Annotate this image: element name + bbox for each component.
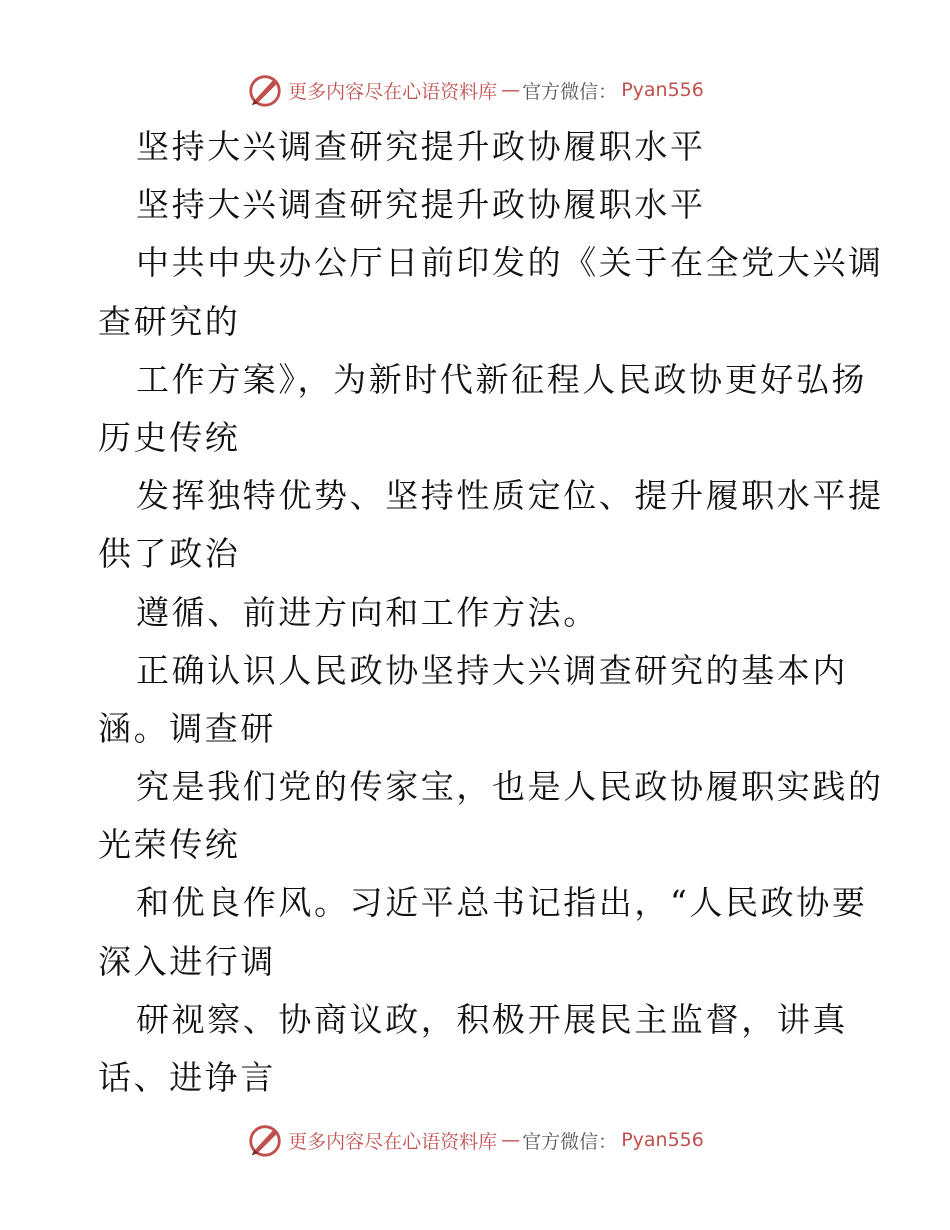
document-line: 正确认识人民政协坚持大兴调查研究的基本内 <box>136 650 848 690</box>
watermark-text: 更多内容尽在心语资料库 <box>288 80 498 103</box>
header-watermark <box>0 70 950 110</box>
document-line: 供了政治 <box>98 534 241 574</box>
watermark-dash: — <box>501 1129 519 1151</box>
document-line: 遵循、前进方向和工作方法。 <box>136 592 599 632</box>
document-line: 坚持大兴调查研究提升政协履职水平 <box>136 185 706 225</box>
document-line: 研视察、协商议政，积极开展民主监督，讲真 <box>136 999 848 1039</box>
document-body <box>98 118 884 1107</box>
pen-circle-logo-icon <box>246 71 284 109</box>
document-line: 话、进诤言 <box>98 1058 276 1097</box>
document-line: 中共中央办公厅日前印发的《关于在全党大兴调 <box>136 243 884 283</box>
watermark-wechat-id: Pyan556 <box>621 1129 704 1151</box>
document-line: 历史传统 <box>98 417 241 457</box>
document-line: 深入进行调 <box>98 941 276 981</box>
watermark-text: 更多内容尽在心语资料库 <box>288 1130 498 1153</box>
document-line: 光荣传统 <box>98 825 241 865</box>
watermark-dash: — <box>501 79 519 101</box>
watermark-wechat-id: Pyan556 <box>621 79 704 101</box>
watermark-label: 官方微信： <box>522 1130 618 1153</box>
document-line: 查研究的 <box>98 301 241 341</box>
document-line: 涵。调查研 <box>98 708 276 748</box>
document-line: 和优良作风。习近平总书记指出，“人民政协要 <box>136 883 868 923</box>
footer-watermark <box>0 1120 950 1160</box>
pen-circle-logo-icon <box>246 1121 284 1159</box>
document-line: 坚持大兴调查研究提升政协履职水平 <box>136 127 706 166</box>
document-line: 究是我们党的传家宝，也是人民政协履职实践的 <box>136 767 884 807</box>
document-line: 发挥独特优势、坚持性质定位、提升履职水平提 <box>136 476 884 516</box>
document-line: 工作方案》，为新时代新征程人民政协更好弘扬 <box>136 359 868 399</box>
watermark-label: 官方微信： <box>522 80 618 103</box>
